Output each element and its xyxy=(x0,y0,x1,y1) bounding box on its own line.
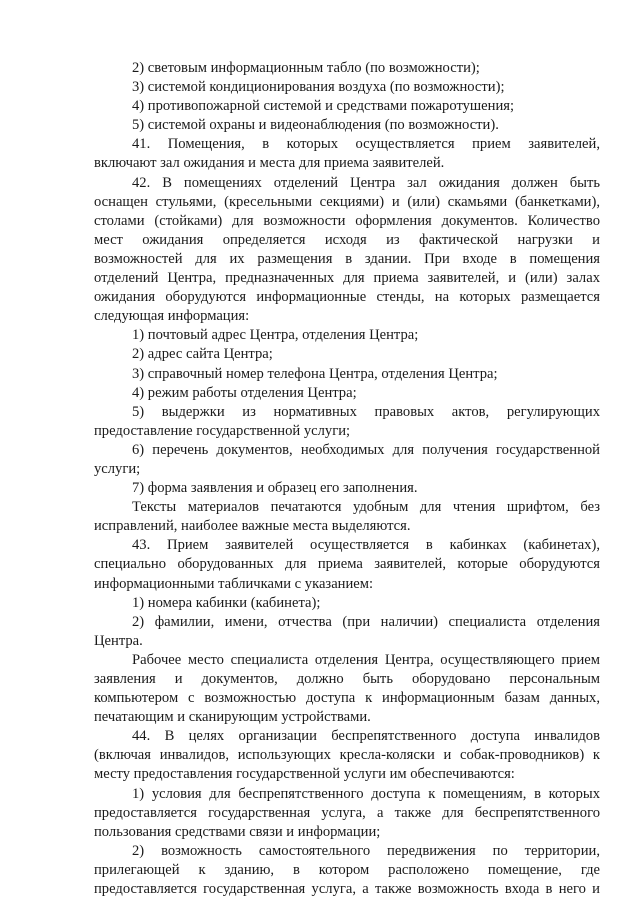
text-line: специально оборудованных для приема заявителей, которые оборудуются xyxy=(94,556,600,573)
text-line: 3) системой кондиционирования воздуха (по возможности); xyxy=(132,79,505,96)
text-line: предоставляется государственная услуга, а также возможность входа в него и xyxy=(94,881,600,898)
text-line: печатающим и сканирующим устройствами. xyxy=(94,709,371,726)
text-line: 3) справочный номер телефона Центра, отделения Центра; xyxy=(132,365,498,382)
text-line: 6) перечень документов, необходимых для получения государственной xyxy=(132,441,600,458)
text-line: Рабочее место специалиста отделения Центра, осуществляющего прием xyxy=(132,651,600,668)
text-line: 5) выдержки из нормативных правовых актов, регулирующих xyxy=(132,403,600,420)
document-body xyxy=(94,59,600,899)
text-line: 2) адрес сайта Центра; xyxy=(132,346,273,363)
text-line: предоставляется государственная услуга, а также для беспрепятственного xyxy=(94,804,600,821)
text-line: 1) условия для беспрепятственного доступа к помещениям, в которых xyxy=(132,785,600,802)
text-line: ожидания оборудуются информационные стенды, на которых размещается xyxy=(94,289,600,306)
text-line: включают зал ожидания и места для приема заявителей. xyxy=(94,155,445,172)
text-line: месту предоставления государственной услуги им обеспечиваются: xyxy=(94,766,515,783)
text-line: столами (стойками) для возможности оформления документов. Количество xyxy=(94,212,600,229)
text-line: исправлений, наиболее важные места выделяются. xyxy=(94,518,411,535)
text-line: 2) световым информационным табло (по возможности); xyxy=(132,60,480,76)
text-line: отделений Центра, предназначенных для приема заявителей, и (или) залах xyxy=(94,270,600,287)
text-line: мест ожидания определяется исходя из фактической нагрузки и xyxy=(94,231,600,248)
text-line: следующая информация: xyxy=(94,308,250,325)
text-line: 1) номера кабинки (кабинета); xyxy=(132,594,321,611)
text-line: 1) почтовый адрес Центра, отделения Центра; xyxy=(132,327,419,344)
text-line: 7) форма заявления и образец его заполнения. xyxy=(132,480,418,497)
text-line: Центра. xyxy=(94,632,143,649)
text-line: 2) фамилии, имени, отчества (при наличии) специалиста отделения xyxy=(132,613,600,630)
text-line: Тексты материалов печатаются удобным для чтения шрифтом, без xyxy=(132,499,600,516)
text-line: 4) противопожарной системой и средствами пожаротушения; xyxy=(132,98,515,115)
text-line: 41. Помещения, в которых осуществляется прием заявителей, xyxy=(132,136,600,153)
text-line: 5) системой охраны и видеонаблюдения (по возможности). xyxy=(132,117,499,134)
text-line: 2) возможность самостоятельного передвижения по территории, xyxy=(132,842,600,859)
text-line: информационными табличками с указанием: xyxy=(94,575,374,592)
text-line: 42. В помещениях отделений Центра зал ожидания должен быть xyxy=(132,174,600,191)
text-line: 43. Прием заявителей осуществляется в кабинках (кабинетах), xyxy=(132,537,600,554)
text-line: 4) режим работы отделения Центра; xyxy=(132,384,357,401)
text-line: предоставление государственной услуги; xyxy=(94,422,351,439)
text-line: пользования средствами связи и информации; xyxy=(94,823,381,840)
text-line: прилегающей к зданию, в котором расположено помещение, где xyxy=(94,861,600,878)
text-line: заявления и документов, должно быть оборудовано персональным xyxy=(94,671,600,687)
text-line: (включая инвалидов, использующих кресла-коляски и собак-проводников) к xyxy=(94,747,600,764)
text-line: оснащен стульями, (кресельными секциями) и (или) скамьями (банкетками), xyxy=(94,193,600,210)
text-line: компьютером с возможностью доступа к информационным базам данных, xyxy=(94,690,600,707)
text-line: услуги; xyxy=(94,460,141,477)
text-line: 44. В целях организации беспрепятственного доступа инвалидов xyxy=(132,728,600,745)
text-line: возможностей для их размещения в здании. При входе в помещения xyxy=(94,250,600,267)
